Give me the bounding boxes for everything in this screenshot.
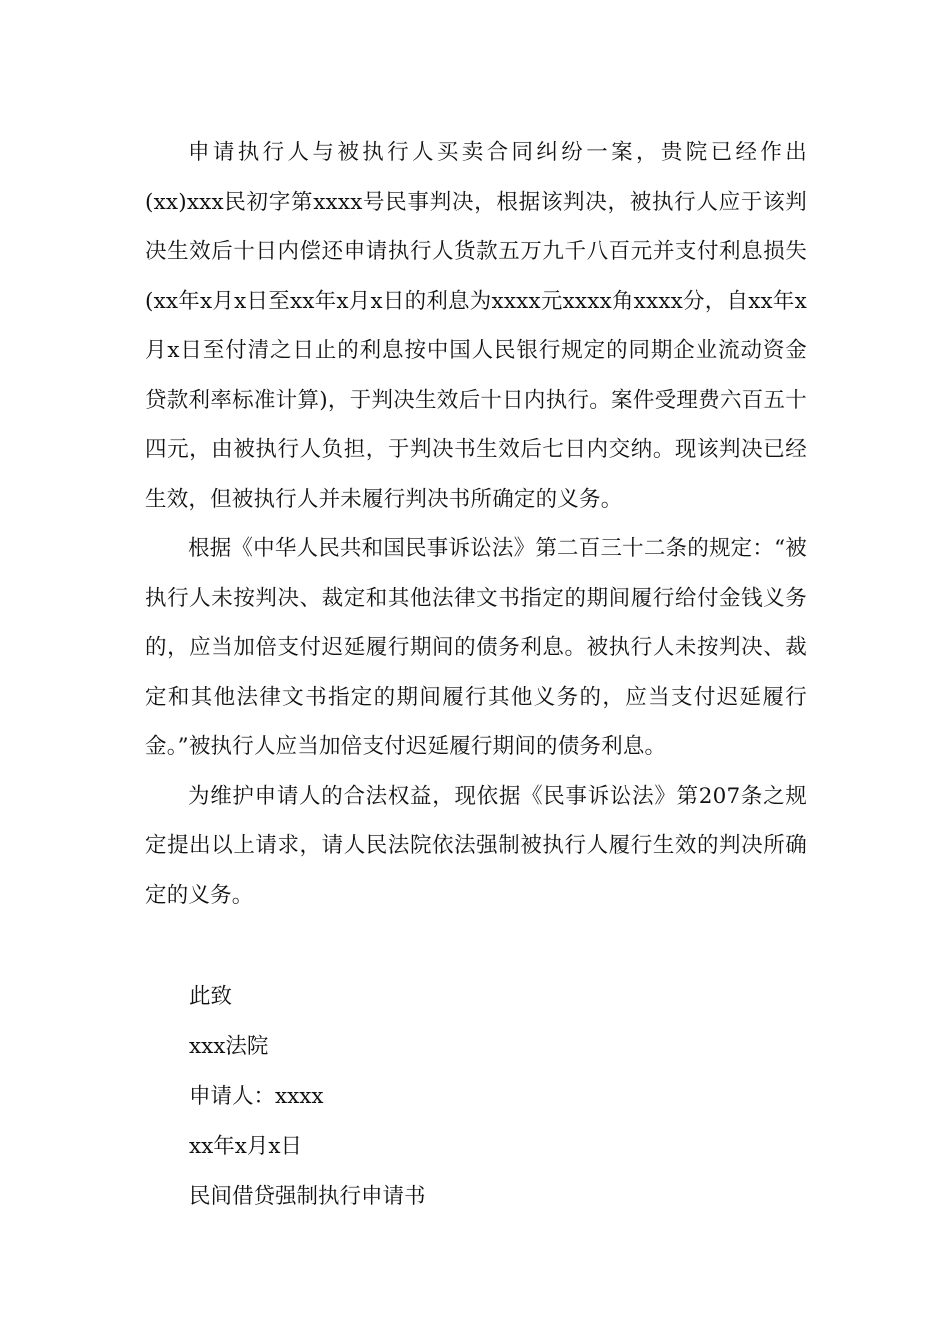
court-name: xxx法院 <box>189 1034 269 1059</box>
document-date: xx年x月x日 <box>189 1134 303 1159</box>
salutation: 此致 <box>189 984 233 1009</box>
paragraph-request: 为维护申请人的合法权益，现依据《民事诉讼法》第207条之规定提出以上请求，请人民法院依法强制被执行人履行生效的判决所确定的义务。 <box>145 783 807 908</box>
footer-title: 民间借贷强制执行申请书 <box>189 1184 426 1209</box>
applicant-signature: 申请人：xxxx <box>189 1084 324 1109</box>
document-body <box>145 128 807 920</box>
paragraph-case-facts: 申请执行人与被执行人买卖合同纠纷一案，贵院已经作出(xx)xxx民初字第xxxx号民事判决，根据该判决，被执行人应于该判决生效后十日内偿还申请执行人货款五万九千八百元并支付利息损失(xx年x月x日至xx年x月x日的利息为xxxx元xxxx角xxxx分，自xx年x月x日至付清之日止的利息按中国人民银行规定的同期企业流动资金贷款利率标准计算)，于判决生效后十日内执行。案件受理费六百五十四元，由被执行人负担，于判决书生效后七日内交纳。现该判决已经生效，但被执行人并未履行判决书所确定的义务。 <box>145 140 807 512</box>
paragraph-legal-basis: 根据《中华人民共和国民事诉讼法》第二百三十二条的规定：“被执行人未按判决、裁定和其他法律文书指定的期间履行给付金钱义务的，应当加倍支付迟延履行期间的债务利息。被执行人未按判决、裁定和其他法律文书指定的期间履行其他义务的，应当支付迟延履行金。”被执行人应当加倍支付迟延履行期间的债务利息。 <box>145 536 807 759</box>
